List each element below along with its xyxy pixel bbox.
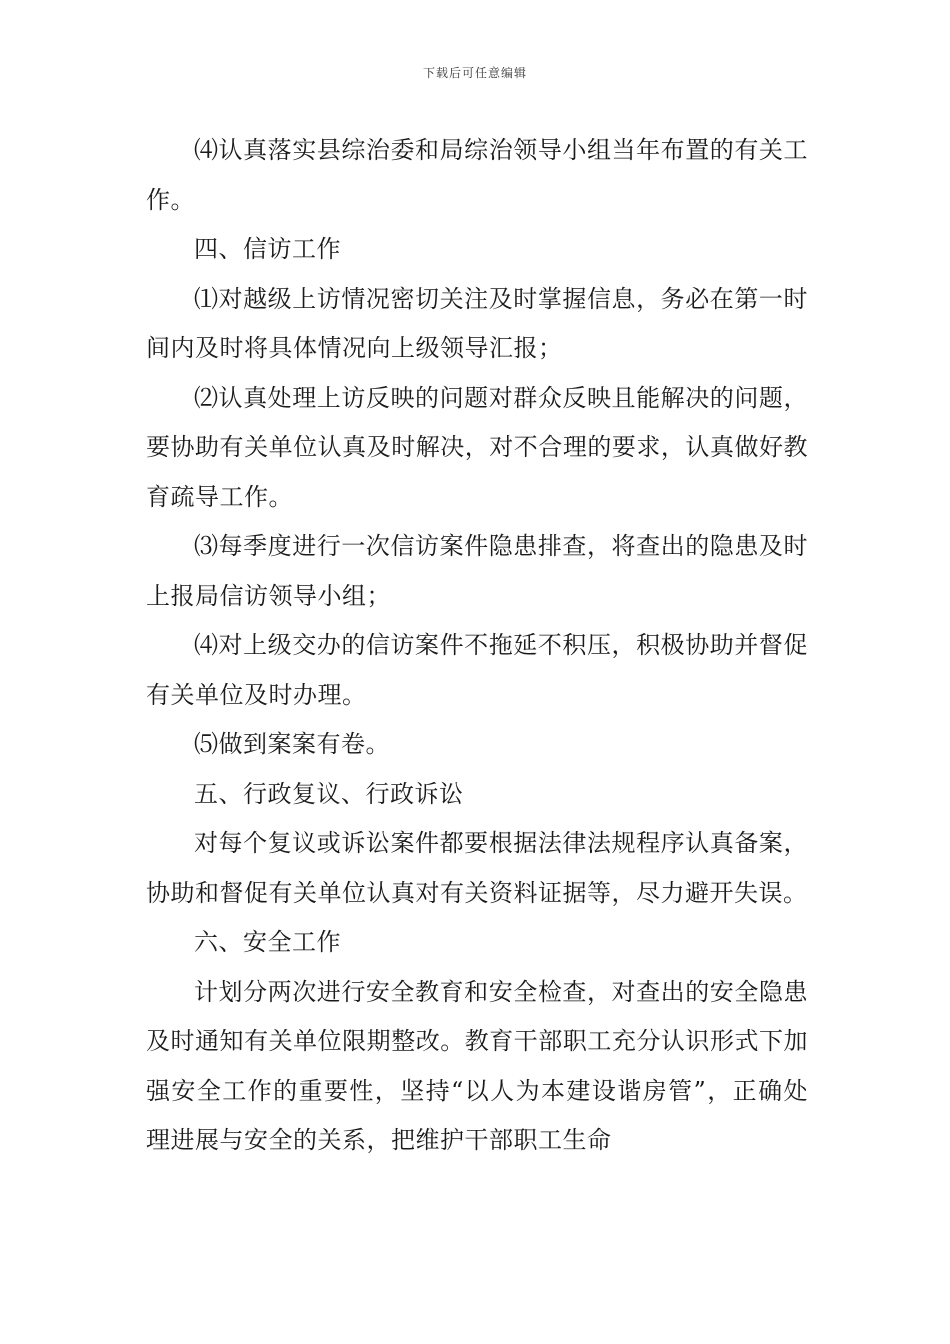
page-header: 下载后可任意编辑 <box>422 66 527 80</box>
paragraph-item-4-tail: ⑷认真落实县综治委和局综治领导小组当年布置的有关工作。 <box>146 136 808 214</box>
section-heading-safety: 六、安全工作 <box>194 928 341 956</box>
paragraph-petition-2: ⑵认真处理上访反映的问题对群众反映且能解决的问题，要协助有关单位认真及时解决，对不合理的要求，认真做好教育疏导工作。 <box>146 383 808 511</box>
paragraph-petition-5: ⑸做到案案有卷。 <box>194 730 390 758</box>
paragraph-review-litigation: 对每个复议或诉讼案件都要根据法律法规程序认真备案，协助和督促有关单位认真对有关资料证据等，尽力避开失误。 <box>146 829 808 907</box>
paragraph-petition-1: ⑴对越级上访情况密切关注及时掌握信息，务必在第一时间内及时将具体情况向上级领导汇报； <box>146 284 808 362</box>
paragraph-petition-3: ⑶每季度进行一次信访案件隐患排查，将查出的隐患及时上报局信访领导小组； <box>146 532 808 610</box>
paragraph-petition-4: ⑷对上级交办的信访案件不拖延不积压，积极协助并督促有关单位及时办理。 <box>146 631 808 709</box>
section-heading-review-litigation: 五、行政复议、行政诉讼 <box>194 779 464 808</box>
section-heading-petitions: 四、信访工作 <box>194 235 341 263</box>
paragraph-safety: 计划分两次进行安全教育和安全检查，对查出的安全隐患及时通知有关单位限期整改。教育干部职工充分认识形式下加强安全工作的重要性，坚持“以人为本建设谐房管”，正确处理进展与安全的关系，把维护干部职工生命 <box>146 977 808 1154</box>
document-body <box>146 126 808 1166</box>
